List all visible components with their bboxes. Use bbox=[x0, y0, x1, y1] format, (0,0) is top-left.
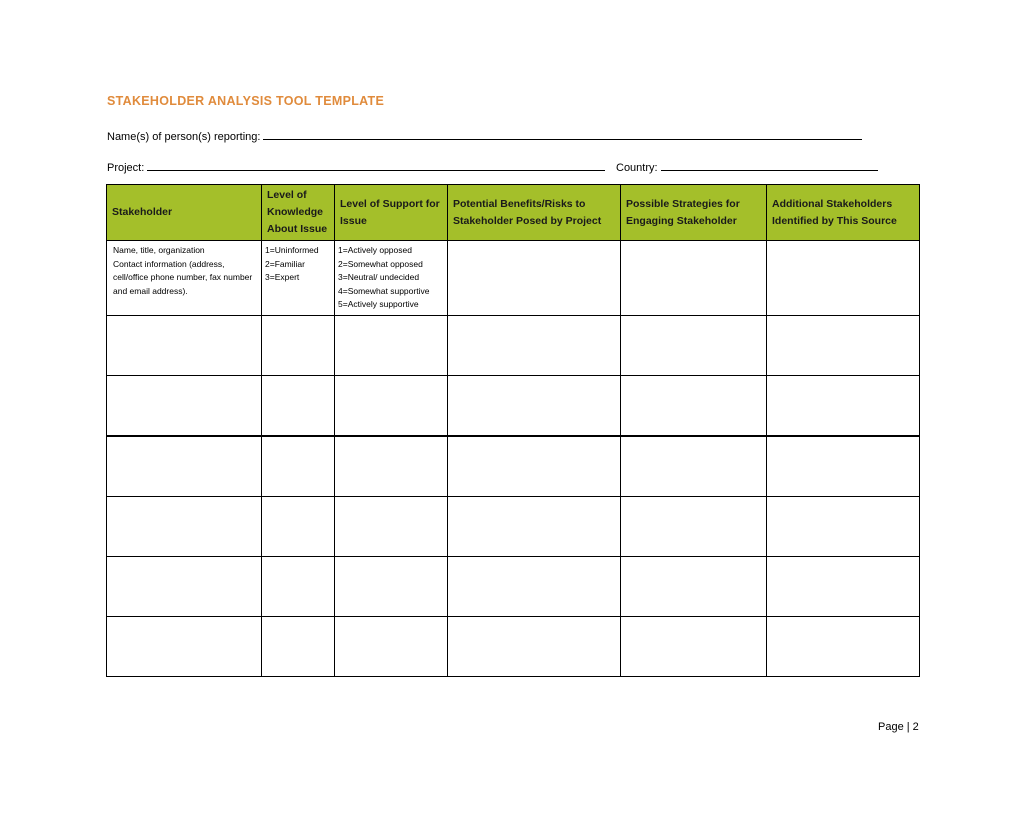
table-cell[interactable] bbox=[262, 436, 335, 497]
table-cell[interactable] bbox=[621, 241, 767, 316]
table-cell[interactable] bbox=[767, 497, 920, 557]
guide-stakeholder-text: Name, title, organization Contact information (address, cell/office phone number, fax number and email address). bbox=[113, 245, 253, 296]
header-strategies: Possible Strategies for Engaging Stakeholder bbox=[621, 185, 767, 241]
table-cell[interactable] bbox=[448, 241, 621, 316]
document-title: STAKEHOLDER ANALYSIS TOOL TEMPLATE bbox=[107, 94, 385, 108]
guide-support-text: 1=Actively opposed 2=Somewhat opposed 3=Neutral/ undecided 4=Somewhat supportive 5=Actively supportive bbox=[338, 245, 430, 309]
guide-knowledge-text: 1=Uninformed 2=Familiar 3=Expert bbox=[265, 245, 319, 282]
table-cell[interactable] bbox=[335, 436, 448, 497]
table-cell[interactable] bbox=[621, 557, 767, 617]
table-row bbox=[107, 436, 920, 497]
table-cell[interactable] bbox=[335, 617, 448, 677]
header-support: Level of Support for Issue bbox=[335, 185, 448, 241]
table-cell[interactable] bbox=[262, 376, 335, 437]
table-cell[interactable] bbox=[767, 557, 920, 617]
table-cell[interactable] bbox=[621, 376, 767, 437]
table-cell[interactable] bbox=[107, 316, 262, 376]
table-cell[interactable] bbox=[621, 497, 767, 557]
project-label: Project: bbox=[107, 162, 145, 174]
table-cell[interactable] bbox=[262, 497, 335, 557]
table-cell[interactable] bbox=[262, 316, 335, 376]
guide-cell-support[interactable] bbox=[335, 241, 448, 316]
table-cell[interactable] bbox=[767, 241, 920, 316]
header-stakeholder: Stakeholder bbox=[107, 185, 262, 241]
table-cell[interactable] bbox=[262, 617, 335, 677]
table-row bbox=[107, 617, 920, 677]
guide-cell-stakeholder[interactable] bbox=[107, 241, 262, 316]
country-label: Country: bbox=[616, 162, 658, 174]
table-header-row bbox=[107, 185, 920, 241]
table-cell[interactable] bbox=[335, 497, 448, 557]
table-cell[interactable] bbox=[107, 497, 262, 557]
table-cell[interactable] bbox=[448, 436, 621, 497]
table-cell[interactable] bbox=[107, 376, 262, 437]
names-label: Name(s) of person(s) reporting: bbox=[107, 131, 261, 143]
table-cell[interactable] bbox=[767, 316, 920, 376]
project-field bbox=[107, 158, 605, 174]
table-cell[interactable] bbox=[335, 316, 448, 376]
table-cell[interactable] bbox=[335, 557, 448, 617]
table-row bbox=[107, 316, 920, 376]
table-cell[interactable] bbox=[448, 376, 621, 437]
table-cell[interactable] bbox=[107, 436, 262, 497]
stakeholder-table bbox=[106, 184, 920, 677]
project-input-line[interactable] bbox=[147, 158, 605, 171]
table-cell[interactable] bbox=[621, 617, 767, 677]
names-field bbox=[107, 127, 862, 143]
table-cell[interactable] bbox=[767, 376, 920, 437]
table-row-guide bbox=[107, 241, 920, 316]
table-row bbox=[107, 376, 920, 437]
country-input-line[interactable] bbox=[661, 158, 878, 171]
table-cell[interactable] bbox=[448, 497, 621, 557]
table-cell[interactable] bbox=[621, 316, 767, 376]
country-field bbox=[616, 158, 878, 174]
header-benefits-risks: Potential Benefits/Risks to Stakeholder Posed by Project bbox=[448, 185, 621, 241]
header-additional-stakeholders: Additional Stakeholders Identified by This Source bbox=[767, 185, 920, 241]
guide-cell-knowledge[interactable] bbox=[262, 241, 335, 316]
table-cell[interactable] bbox=[621, 436, 767, 497]
table-row bbox=[107, 557, 920, 617]
table-cell[interactable] bbox=[448, 557, 621, 617]
names-input-line[interactable] bbox=[263, 127, 862, 140]
table-cell[interactable] bbox=[107, 617, 262, 677]
table-cell[interactable] bbox=[448, 617, 621, 677]
header-knowledge: Level of Knowledge About Issue bbox=[262, 185, 335, 241]
table-cell[interactable] bbox=[262, 557, 335, 617]
page-number: Page | 2 bbox=[878, 721, 919, 733]
table-cell[interactable] bbox=[767, 617, 920, 677]
table-cell[interactable] bbox=[107, 557, 262, 617]
table-cell[interactable] bbox=[767, 436, 920, 497]
table-cell[interactable] bbox=[335, 376, 448, 437]
table-cell[interactable] bbox=[448, 316, 621, 376]
table-row bbox=[107, 497, 920, 557]
